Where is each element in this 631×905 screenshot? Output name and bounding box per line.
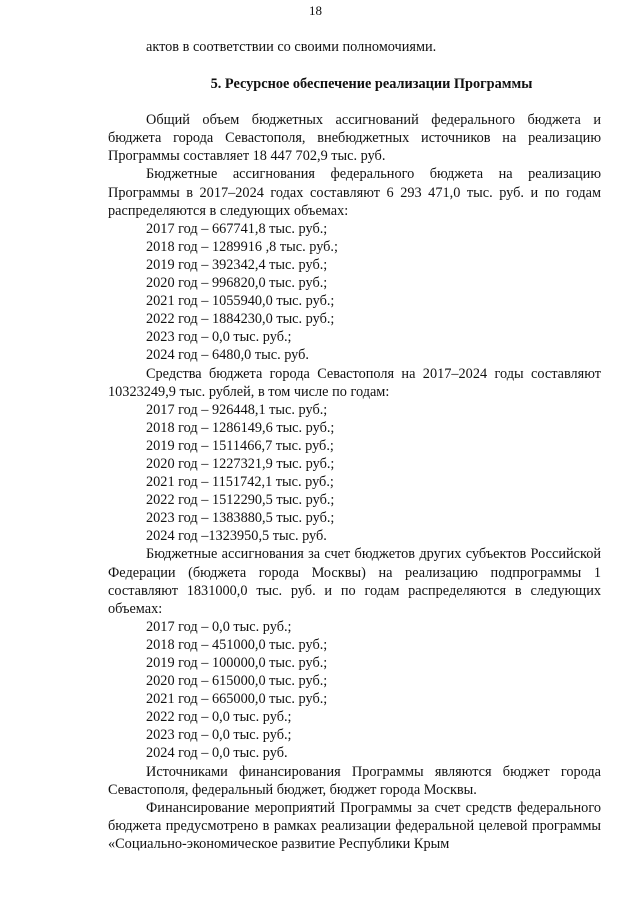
intro-line: актов в соответствии со своими полномочиями.	[146, 39, 437, 55]
list-item: 2021 год – 1055940,0 тыс. руб.;	[146, 293, 335, 310]
list-item: 2022 год – 0,0 тыс. руб.;	[146, 709, 292, 726]
list-item: 2022 год – 1512290,5 тыс. руб.;	[146, 492, 335, 509]
list-item: 2024 год – 6480,0 тыс. руб.	[146, 347, 309, 364]
paragraph-sevastopol: Средства бюджета города Севастополя на 2017–2024 годы составляют 10323249,9 тыс. рублей, в том числе по годам:	[108, 365, 601, 400]
list-item: 2023 год – 1383880,5 тыс. руб.;	[146, 510, 335, 527]
paragraph-financing: Финансирование мероприятий Программы за счет средств федерального бюджета предусмотрено в рамках реализации федеральной целевой программы «Социально-экономическое развитие Республики Крым	[108, 799, 601, 852]
list-item: 2024 год –1323950,5 тыс. руб.	[146, 528, 327, 545]
list-item: 2023 год – 0,0 тыс. руб.;	[146, 727, 292, 744]
list-item: 2020 год – 996820,0 тыс. руб.;	[146, 275, 328, 292]
list-item: 2019 год – 100000,0 тыс. руб.;	[146, 655, 328, 671]
list-item: 2017 год – 926448,1 тыс. руб.;	[146, 401, 328, 418]
list-item: 2018 год – 1289916 ,8 тыс. руб.;	[146, 238, 338, 255]
list-item: 2020 год – 615000,0 тыс. руб.;	[146, 673, 328, 690]
list-item: 2017 год – 0,0 тыс. руб.;	[146, 618, 292, 635]
list-item: 2019 год – 1511466,7 тыс. руб.;	[146, 437, 334, 454]
paragraph-federal: Бюджетные ассигнования федерального бюджета на реализацию Программы в 2017–2024 годах составляют 6 293 471,0 тыс. руб. и по годам распределяются в следующих объемах:	[108, 166, 601, 219]
sevastopol-years-list	[108, 401, 601, 546]
list-item: 2022 год – 1884230,0 тыс. руб.;	[146, 311, 335, 328]
list-item: 2024 год – 0,0 тыс. руб.	[146, 745, 288, 762]
list-item: 2021 год – 1151742,1 тыс. руб.;	[146, 474, 334, 491]
federal-years-list	[108, 220, 601, 365]
list-item: 2021 год – 665000,0 тыс. руб.;	[146, 691, 328, 708]
page-number: 18	[309, 3, 322, 18]
list-item: 2019 год – 392342,4 тыс. руб.;	[146, 256, 328, 273]
paragraph-total: Общий объем бюджетных ассигнований федерального бюджета и бюджета города Севастополя, внебюджетных источников на реализацию Программы составляет 18 447 702,9 тыс. руб.	[108, 112, 601, 165]
list-item: 2017 год – 667741,8 тыс. руб.;	[146, 220, 328, 237]
paragraph-moscow: Бюджетные ассигнования за счет бюджетов других субъектов Российской Федерации (бюджета города Москвы) на реализацию подпрограммы 1 составляют 1831000,0 тыс. руб. и по годам распределяются в следующих объемах:	[108, 546, 601, 617]
section-title: 5. Ресурсное обеспечение реализации Программы	[210, 76, 533, 93]
document-body	[108, 38, 601, 853]
list-item: 2020 год – 1227321,9 тыс. руб.;	[146, 455, 335, 472]
paragraph-sources: Источниками финансирования Программы являются бюджет города Севастополя, федеральный бюджет, бюджет города Москвы.	[108, 763, 601, 798]
list-item: 2018 год – 451000,0 тыс. руб.;	[146, 636, 328, 653]
list-item: 2023 год – 0,0 тыс. руб.;	[146, 329, 292, 346]
list-item: 2018 год – 1286149,6 тыс. руб.;	[146, 419, 335, 436]
moscow-years-list	[108, 618, 601, 763]
